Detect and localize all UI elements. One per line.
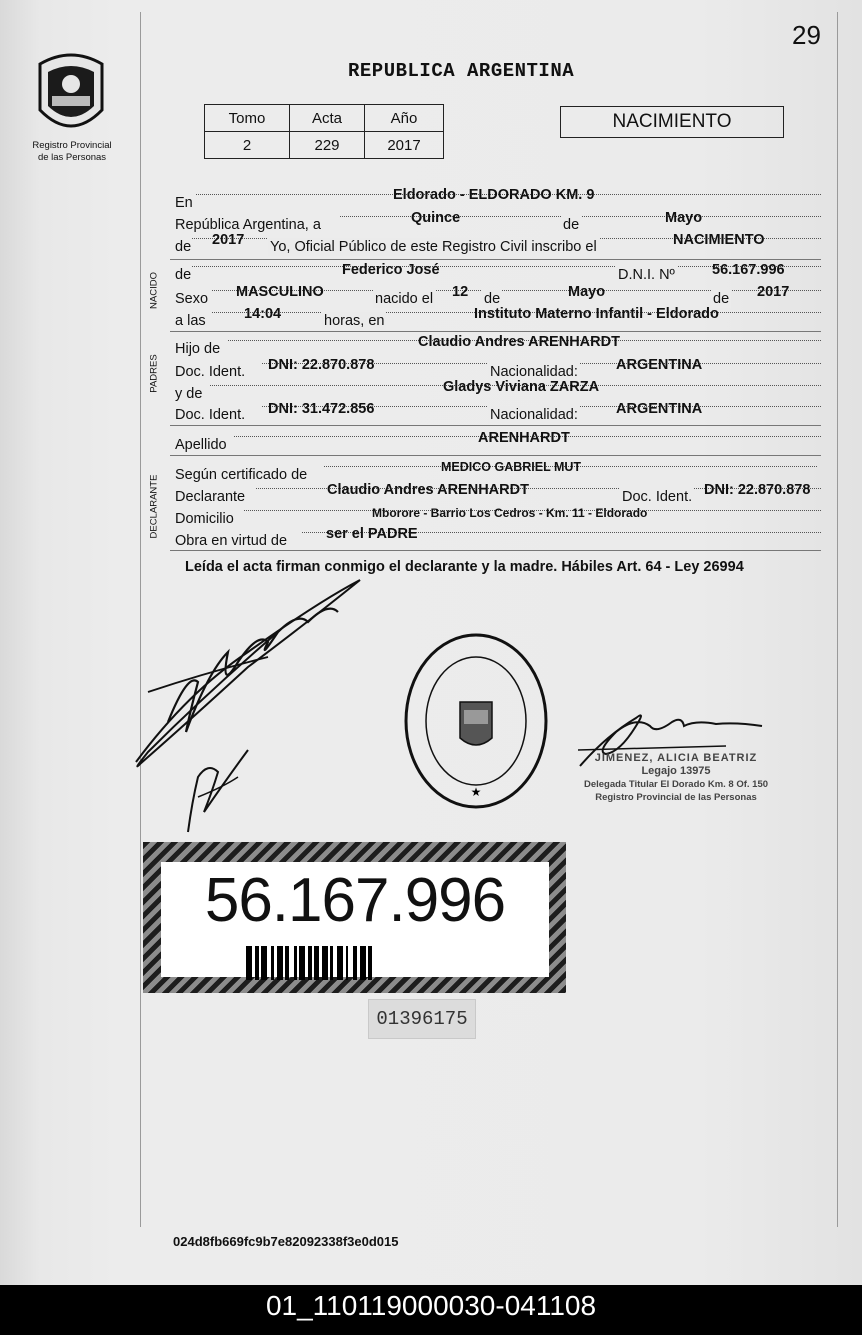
table-value-anio: 2017 bbox=[365, 132, 444, 159]
label-de: de bbox=[563, 217, 580, 233]
barcode bbox=[246, 946, 466, 980]
value-declarante-doc: DNI: 22.870.878 bbox=[704, 482, 811, 498]
value-dia-letras: Quince bbox=[411, 210, 461, 226]
label-de-nacido: de bbox=[175, 267, 192, 283]
label-doc-ident3: Doc. Ident. bbox=[622, 489, 693, 505]
value-padre-nac: ARGENTINA bbox=[616, 357, 703, 373]
label-de-anio: de bbox=[713, 291, 730, 307]
barcode-bar bbox=[255, 946, 259, 980]
section-divider bbox=[170, 331, 821, 332]
label-republica: República Argentina, a bbox=[175, 217, 321, 233]
barcode-bar bbox=[246, 946, 252, 980]
barcode-bar bbox=[299, 946, 305, 980]
document-hash: 024d8fb669fc9b7e82092338f3e0d015 bbox=[173, 1234, 399, 1249]
section-divider bbox=[170, 259, 821, 260]
label-doc-ident2: Doc. Ident. bbox=[175, 407, 246, 423]
value-dia-nac: 12 bbox=[452, 284, 469, 300]
label-de-mes: de bbox=[484, 291, 501, 307]
signature-declarante bbox=[128, 572, 368, 842]
value-madre-nac: ARGENTINA bbox=[616, 401, 703, 417]
section-label-padres: PADRES bbox=[148, 354, 160, 393]
value-mes-nac: Mayo bbox=[568, 284, 606, 300]
barcode-bar bbox=[285, 946, 289, 980]
section-divider bbox=[170, 425, 821, 426]
barcode-bar bbox=[368, 946, 372, 980]
section-divider bbox=[170, 550, 821, 551]
label-hijo-de: Hijo de bbox=[175, 341, 221, 357]
label-apellido: Apellido bbox=[175, 437, 227, 453]
barcode-bar bbox=[277, 946, 283, 980]
footer-id: 01_110119000030-041108 bbox=[0, 1285, 862, 1335]
table-header-tomo: Tomo bbox=[205, 105, 290, 132]
label-en: En bbox=[175, 195, 193, 211]
value-tipo: NACIMIENTO bbox=[673, 232, 765, 248]
barcode-bar bbox=[330, 946, 333, 980]
barcode-bar bbox=[314, 946, 319, 980]
barcode-bar bbox=[353, 946, 357, 980]
document-title: REPUBLICA ARGENTINA bbox=[348, 60, 575, 82]
value-certificado: MEDICO GABRIEL MUT bbox=[441, 460, 582, 474]
label-nacido-el: nacido el bbox=[375, 291, 434, 307]
table-value-tomo: 2 bbox=[205, 132, 290, 159]
value-padre: Claudio Andres ARENHARDT bbox=[418, 334, 620, 350]
table-header-anio: Año bbox=[365, 105, 444, 132]
label-horas-en: horas, en bbox=[324, 313, 385, 329]
label-doc-ident: Doc. Ident. bbox=[175, 364, 246, 380]
section-divider bbox=[170, 455, 821, 456]
barcode-bar bbox=[261, 946, 267, 980]
right-margin-line bbox=[837, 12, 838, 1227]
closing-text: Leída el acta firman conmigo el declarante y la madre. Hábiles Art. 64 - Ley 26994 bbox=[185, 559, 744, 575]
section-label-nacido: NACIDO bbox=[148, 272, 160, 309]
label-nacionalidad2: Nacionalidad: bbox=[490, 407, 578, 423]
barcode-bar bbox=[322, 946, 328, 980]
value-madre-doc: DNI: 31.472.856 bbox=[268, 401, 375, 417]
dni-sticker bbox=[143, 842, 566, 993]
value-anio-nac: 2017 bbox=[757, 284, 790, 300]
value-padre-doc: DNI: 22.870.878 bbox=[268, 357, 375, 373]
value-madre: Gladys Viviana ZARZA bbox=[443, 379, 600, 395]
label-domicilio: Domicilio bbox=[175, 511, 234, 527]
label-de2: de bbox=[175, 239, 192, 255]
value-obra: ser el PADRE bbox=[326, 526, 418, 542]
sticker-label bbox=[161, 862, 549, 977]
label-segun: Según certificado de bbox=[175, 467, 308, 483]
label-a-las: a las bbox=[175, 313, 206, 329]
section-label-declarante: DECLARANTE bbox=[148, 474, 160, 539]
label-declarante: Declarante bbox=[175, 489, 246, 505]
table-header-acta: Acta bbox=[290, 105, 365, 132]
value-apellido: ARENHARDT bbox=[478, 430, 570, 446]
sticker-number: 56.167.996 bbox=[204, 866, 506, 935]
barcode-bar bbox=[294, 946, 297, 980]
svg-text:★: ★ bbox=[470, 785, 482, 799]
province-logo bbox=[34, 50, 108, 136]
value-mes: Mayo bbox=[665, 210, 703, 226]
value-lugar: Eldorado - ELDORADO KM. 9 bbox=[393, 187, 595, 203]
value-anio: 2017 bbox=[212, 232, 245, 248]
page-number: 29 bbox=[792, 20, 821, 50]
registry-seal bbox=[402, 630, 550, 812]
label-y-de: y de bbox=[175, 386, 203, 402]
value-dni: 56.167.996 bbox=[712, 262, 785, 278]
official-stamp: JIMENEZ, ALICIA BEATRIZ Legajo 13975 Delegada Titular El Dorado Km. 8 Of. 150 Registro Provincial de las Personas bbox=[583, 752, 769, 803]
serial-number: 01396175 bbox=[368, 999, 476, 1039]
barcode-bar bbox=[271, 946, 274, 980]
barcode-bar bbox=[346, 946, 348, 980]
record-type-box: NACIMIENTO bbox=[560, 106, 784, 138]
registry-caption: Registro Provincial de las Personas bbox=[32, 140, 112, 163]
value-nombre: Federico José bbox=[342, 262, 440, 278]
barcode-bar bbox=[360, 946, 366, 980]
record-table bbox=[204, 104, 444, 159]
value-sexo: MASCULINO bbox=[236, 284, 324, 300]
label-obra: Obra en virtud de bbox=[175, 533, 288, 549]
label-dni: D.N.I. Nº bbox=[618, 267, 675, 283]
label-oficial: Yo, Oficial Público de este Registro Civil inscribo el bbox=[270, 239, 597, 255]
value-lugar-nac: Instituto Materno Infantil - Eldorado bbox=[474, 306, 719, 322]
barcode-bar bbox=[337, 946, 343, 980]
barcode-bar bbox=[308, 946, 312, 980]
table-value-acta: 229 bbox=[290, 132, 365, 159]
label-nacionalidad: Nacionalidad: bbox=[490, 364, 578, 380]
label-sexo: Sexo bbox=[175, 291, 209, 307]
value-domicilio: Mborore - Barrio Los Cedros - Km. 11 - Eldorado bbox=[372, 506, 648, 520]
value-hora: 14:04 bbox=[244, 306, 282, 322]
value-declarante: Claudio Andres ARENHARDT bbox=[327, 482, 529, 498]
